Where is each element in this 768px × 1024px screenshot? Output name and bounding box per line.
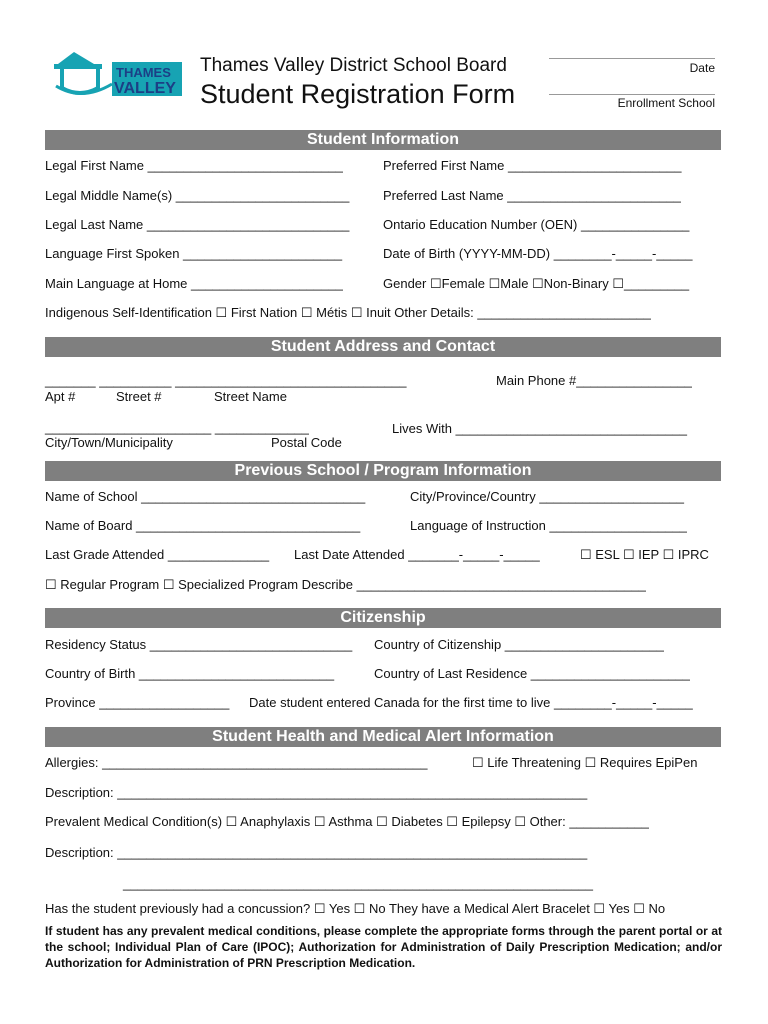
condition-description-line-2[interactable]: _________________________________________________________________ [123,876,593,891]
logo-text-bottom: VALLEY [114,80,176,97]
language-first-spoken-field[interactable]: Language First Spoken ______________________ [45,246,343,261]
legal-middle-name-field[interactable]: Legal Middle Name(s) ________________________ [45,188,350,203]
section-student-address: Student Address and Contact [45,337,721,357]
city-postal-blanks[interactable]: _______________________ _____________ [45,420,309,435]
language-of-instruction-field[interactable]: Language of Instruction ___________________ [410,518,687,533]
legal-first-name-field[interactable]: Legal First Name ___________________________ [45,158,343,173]
esl-iep-iprc-checkboxes[interactable]: ☐ ESL ☐ IEP ☐ IPRC [580,547,709,562]
preferred-first-name-field[interactable]: Preferred First Name ________________________ [383,158,682,173]
gender-options[interactable]: Gender ☐Female ☐Male ☐Non-Binary ☐_________ [383,276,690,291]
school-board-logo [52,44,184,102]
preferred-last-name-field[interactable]: Preferred Last Name ________________________ [383,188,681,203]
indigenous-self-identification[interactable]: Indigenous Self-Identification ☐ First Nation ☐ Métis ☐ Inuit Other Details: ________________________ [45,305,651,320]
concussion-bracelet-row[interactable]: Has the student previously had a concussion? ☐ Yes ☐ No They have a Medical Alert Bracelet ☐ Yes ☐ No [45,901,666,916]
date-of-birth-field[interactable]: Date of Birth (YYYY-MM-DD) ________-_____-_____ [383,246,693,261]
postal-code-label: Postal Code [271,435,342,450]
date-label: Date [689,61,715,75]
residency-status-field[interactable]: Residency Status ____________________________ [45,637,353,652]
country-of-last-residence-field[interactable]: Country of Last Residence ______________________ [374,666,690,681]
section-citizenship: Citizenship [45,608,721,628]
allergies-field[interactable]: Allergies: _____________________________________________ [45,755,428,770]
enrollment-school-label: Enrollment School [617,96,715,110]
date-entered-canada-field[interactable]: Date student entered Canada for the first time to live ________-_____-_____ [249,695,693,710]
last-grade-attended-field[interactable]: Last Grade Attended ______________ [45,547,270,562]
name-of-board-field[interactable]: Name of Board _______________________________ [45,518,361,533]
oen-field[interactable]: Ontario Education Number (OEN) _______________ [383,217,690,232]
legal-last-name-field[interactable]: Legal Last Name ____________________________ [45,217,350,232]
form-title: Student Registration Form [200,79,516,109]
city-label: City/Town/Municipality [45,435,173,450]
street-name-label: Street Name [214,389,287,404]
apt-label: Apt # [45,389,76,404]
medical-conditions-row[interactable]: Prevalent Medical Condition(s) ☐ Anaphylaxis ☐ Asthma ☐ Diabetes ☐ Epilepsy ☐ Other: ___________ [45,814,649,829]
country-of-citizenship-field[interactable]: Country of Citizenship ______________________ [374,637,664,652]
name-of-school-field[interactable]: Name of School _______________________________ [45,489,366,504]
allergy-description-field[interactable]: Description: _________________________________________________________________ [45,785,588,800]
city-province-country-field[interactable]: City/Province/Country ____________________ [410,489,684,504]
program-type-row[interactable]: ☐ Regular Program ☐ Specialized Program Describe ________________________________________ [45,577,646,592]
address-blanks[interactable]: _______ __________ ________________________________ [45,373,407,388]
date-line[interactable] [549,58,715,59]
board-name: Thames Valley District School Board [200,55,507,76]
condition-description-field[interactable]: Description: _________________________________________________________________ [45,845,588,860]
section-student-information: Student Information [45,130,721,150]
section-previous-school: Previous School / Program Information [45,461,721,481]
logo-text-top: THAMES [116,65,171,80]
main-phone-field[interactable]: Main Phone #________________ [496,373,692,388]
province-field[interactable]: Province __________________ [45,695,230,710]
medical-forms-notice: If student has any prevalent medical conditions, please complete the appropriate forms through the parent portal or at the school; Individual Plan of Care (IPOC); Authorization for Administration of Daily Prescription Medication; and/or Authorization for Administration of PRN Prescription Medication. [45,924,722,970]
enrollment-school-line[interactable] [549,94,715,95]
section-health-medical: Student Health and Medical Alert Information [45,727,721,747]
lives-with-field[interactable]: Lives With ________________________________ [392,421,687,436]
life-threatening-checkboxes[interactable]: ☐ Life Threatening ☐ Requires EpiPen [472,755,698,770]
street-number-label: Street # [116,389,162,404]
main-language-home-field[interactable]: Main Language at Home _____________________ [45,276,343,291]
last-date-attended-field[interactable]: Last Date Attended _______-_____-_____ [294,547,540,562]
country-of-birth-field[interactable]: Country of Birth ___________________________ [45,666,335,681]
